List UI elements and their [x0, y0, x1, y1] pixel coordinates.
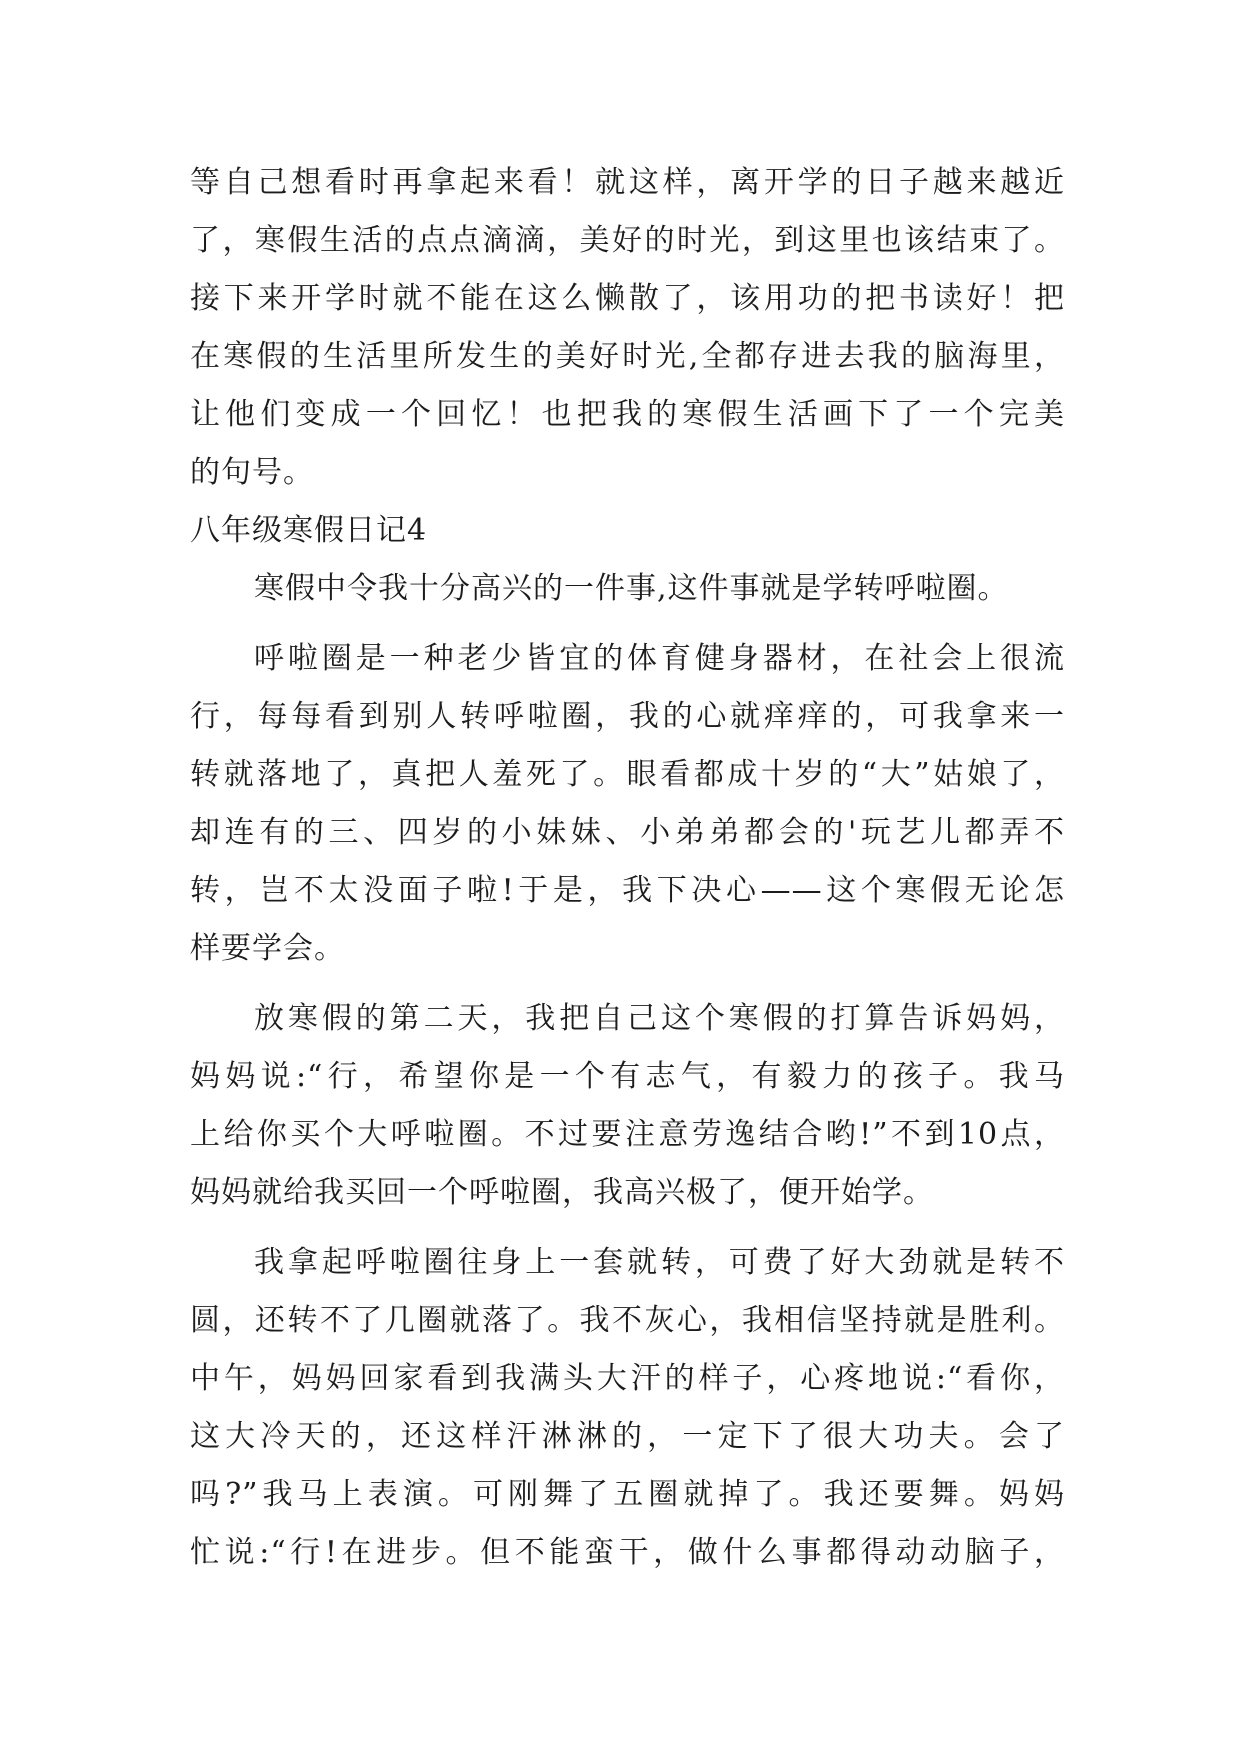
text-line: 了，寒假生活的点点滴滴，美好的时光，到这里也该结束了。: [190, 223, 1065, 258]
text-line: 寒假中令我十分高兴的一件事,这件事就是学转呼啦圈。: [254, 571, 1009, 606]
paragraph: [190, 1234, 1065, 1582]
text-line: 我拿起呼啦圈往身上一套就转，可费了好大劲就是转不: [254, 1245, 1065, 1280]
text-line: 中午，妈妈回家看到我满头大汗的样子，心疼地说:“看你，: [190, 1361, 1065, 1396]
text-line: 妈妈就给我买回一个呼啦圈，我高兴极了，便开始学。: [190, 1175, 934, 1210]
paragraph-gap: [190, 1222, 1065, 1234]
text-line: 让他们变成一个回忆！也把我的寒假生活画下了一个完美: [190, 397, 1065, 432]
paragraph: [190, 154, 1065, 502]
paragraph: [190, 630, 1065, 978]
text-line: 忙说:“行!在进步。但不能蛮干，做什么事都得动动脑子，: [190, 1535, 1065, 1570]
text-line: 在寒假的生活里所发生的美好时光,全都存进去我的脑海里，: [190, 339, 1065, 374]
paragraph: [190, 990, 1065, 1222]
paragraph-gap: [190, 978, 1065, 990]
text-line: 的句号。: [190, 455, 314, 490]
text-line: 转，岂不太没面子啦!于是，我下决心——这个寒假无论怎: [190, 873, 1065, 908]
text-line: 接下来开学时就不能在这么懒散了，该用功的把书读好！把: [190, 281, 1065, 316]
text-line: 转就落地了，真把人羞死了。眼看都成十岁的“大”姑娘了，: [190, 757, 1065, 792]
text-line: 却连有的三、四岁的小妹妹、小弟弟都会的'玩艺儿都弄不: [190, 815, 1065, 850]
text-line: 等自己想看时再拿起来看！就这样，离开学的日子越来越近: [190, 165, 1065, 200]
text-line: 样要学会。: [190, 931, 345, 966]
document-page: [190, 154, 1065, 1582]
text-line: 妈妈说:“行，希望你是一个有志气，有毅力的孩子。我马: [190, 1059, 1065, 1094]
text-line: 放寒假的第二天，我把自己这个寒假的打算告诉妈妈，: [254, 1001, 1065, 1036]
text-line: 呼啦圈是一种老少皆宜的体育健身器材，在社会上很流: [254, 641, 1065, 676]
paragraph: [190, 560, 1065, 618]
text-line: 这大冷天的，还这样汗淋淋的，一定下了很大功夫。会了: [190, 1419, 1065, 1454]
text-line: 吗?”我马上表演。可刚舞了五圈就掉了。我还要舞。妈妈: [190, 1477, 1065, 1512]
text-line: 圆，还转不了几圈就落了。我不灰心，我相信坚持就是胜利。: [190, 1303, 1065, 1338]
text-line: 上给你买个大呼啦圈。不过要注意劳逸结合哟!”不到10点，: [190, 1117, 1065, 1152]
text-line: 行，每每看到别人转呼啦圈，我的心就痒痒的，可我拿来一: [190, 699, 1065, 734]
paragraph-gap: [190, 618, 1065, 630]
section-heading: 八年级寒假日记4: [190, 513, 428, 548]
